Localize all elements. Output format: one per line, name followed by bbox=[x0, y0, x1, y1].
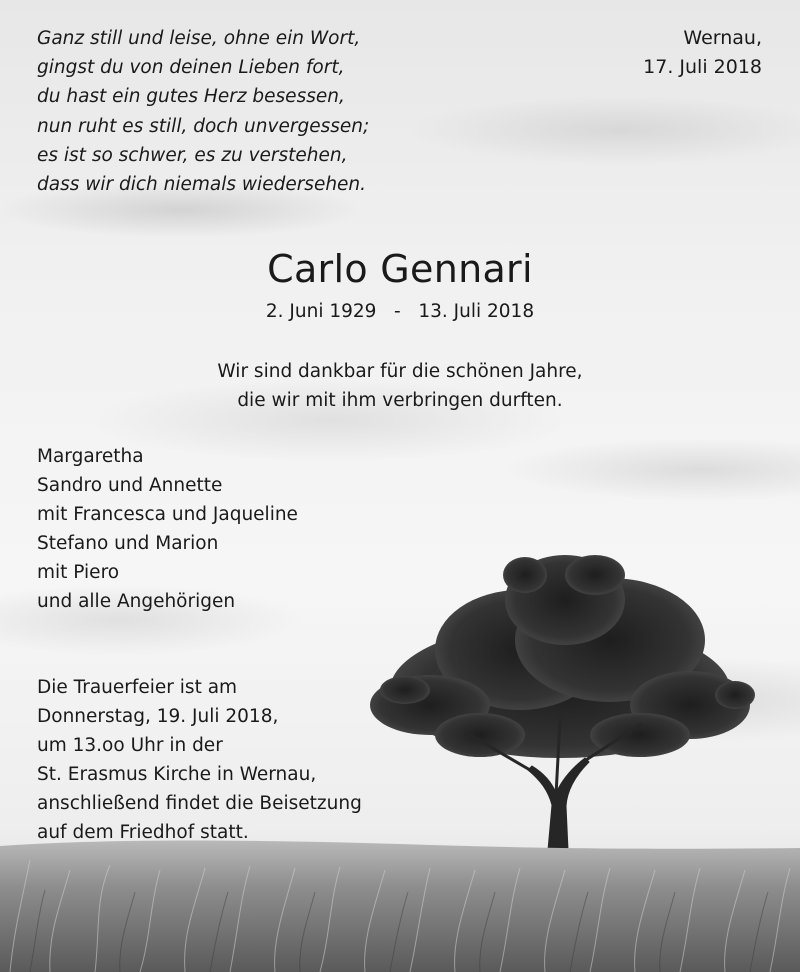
place: Wernau, bbox=[683, 27, 762, 49]
wheat-field bbox=[0, 841, 800, 972]
deceased-name: Carlo Gennari bbox=[267, 247, 533, 291]
service-line: um 13.oo Uhr in der bbox=[37, 735, 223, 756]
tree-crown bbox=[370, 555, 755, 758]
poem-line: dass wir dich niemals wiedersehen. bbox=[37, 173, 367, 195]
poem-line: es ist so schwer, es zu verstehen, bbox=[37, 144, 348, 166]
service-line: Die Trauerfeier ist am bbox=[37, 677, 238, 698]
service-line: Donnerstag, 19. Juli 2018, bbox=[37, 706, 279, 727]
gratitude-line: Wir sind dankbar für die schönen Jahre, bbox=[217, 361, 583, 382]
gratitude-text bbox=[0, 357, 800, 415]
mourner: Stefano und Marion bbox=[37, 533, 219, 554]
mourner: und alle Angehörigen bbox=[37, 591, 236, 612]
poem-line: Ganz still und leise, ohne ein Wort, bbox=[37, 28, 361, 49]
service-line: auf dem Friedhof statt. bbox=[37, 822, 249, 843]
poem-line: gingst du von deinen Lieben fort, bbox=[37, 57, 345, 79]
place-and-date bbox=[643, 24, 762, 82]
funeral-service-info bbox=[37, 673, 362, 847]
tree bbox=[370, 555, 755, 850]
service-line: St. Erasmus Kirche in Wernau, bbox=[37, 764, 317, 785]
poem-line: du hast ein gutes Herz besessen, bbox=[37, 86, 345, 108]
life-dates: 2. Juni 1929 - 13. Juli 2018 bbox=[265, 301, 535, 322]
memorial-poem bbox=[37, 24, 369, 199]
poem-line: nun ruht es still, doch unvergessen; bbox=[37, 115, 370, 137]
mourner: Margaretha bbox=[37, 446, 144, 467]
gratitude-line: die wir mit ihm verbringen durften. bbox=[237, 390, 563, 411]
notice-date: 17. Juli 2018 bbox=[643, 56, 762, 79]
mourners-list bbox=[37, 442, 298, 616]
service-line: anschließend findet die Beisetzung bbox=[37, 793, 362, 814]
mourner: mit Francesca und Jaqueline bbox=[37, 504, 298, 525]
mourner: mit Piero bbox=[37, 562, 120, 583]
mourner: Sandro und Annette bbox=[37, 475, 223, 496]
